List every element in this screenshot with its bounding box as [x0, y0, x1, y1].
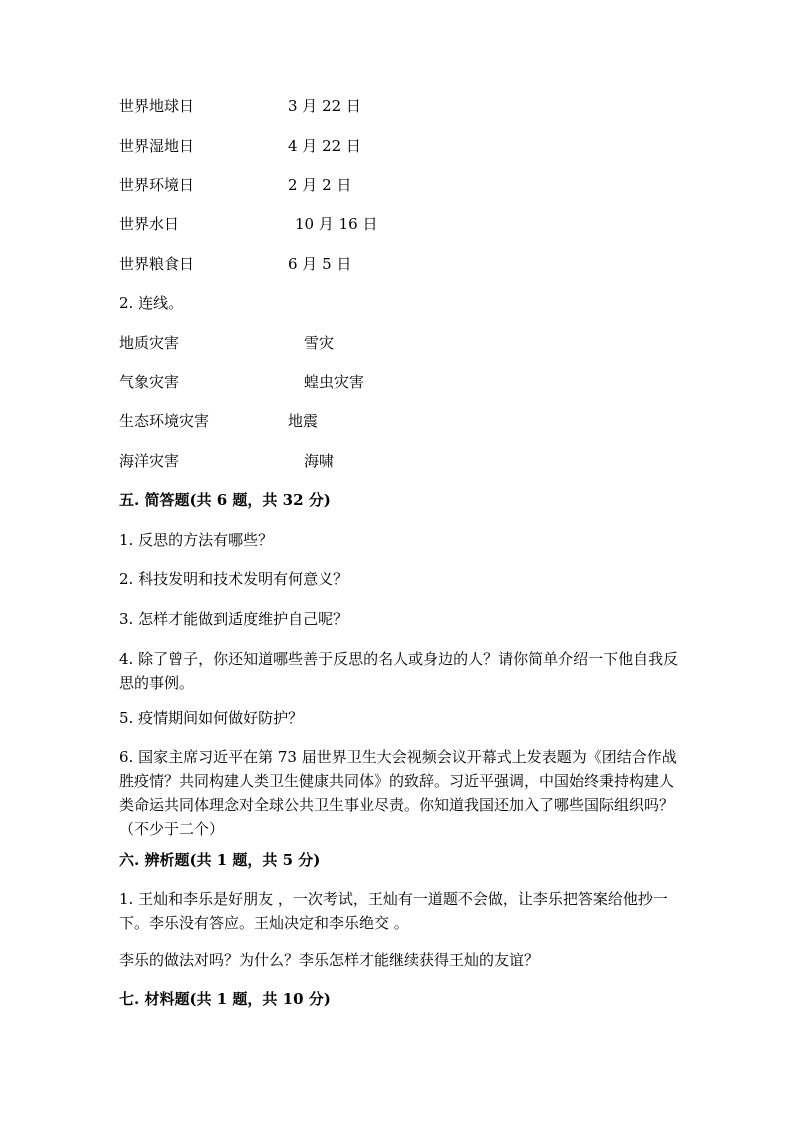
match1-left-4: 世界水日	[119, 215, 180, 233]
match1-right-4: 10 月 16 日	[295, 215, 378, 233]
section5-question-1: 1. 反思的方法有哪些？	[119, 531, 274, 549]
match2-right-3: 地震	[288, 412, 319, 430]
section5-question-5: 5. 疫情期间如何做好防护？	[119, 709, 304, 727]
match1-left-5: 世界粮食日	[119, 255, 195, 273]
match1-right-2: 4 月 22 日	[288, 137, 361, 155]
section5-question-6: 6. 国家主席习近平在第 73 届世界卫生大会视频会议开幕式上发表题为《团结合作战胜疫情？共同构建人类卫生健康共同体》的致辞。习近平强调，中国始终秉持构建人类命运共同体理念对全球公共卫生事业尽责。你知道我国还加入了哪些国际组织吗？（不少于二个）	[119, 748, 677, 838]
section6-question-1: 1. 王灿和李乐是好朋友 ，一次考试，王灿有一道题不会做，让李乐把答案给他抄一下。李乐没有答应。王灿决定和李乐绝交 。	[119, 890, 668, 932]
match2-right-2: 蝗虫灾害	[304, 373, 365, 391]
match1-right-5: 6 月 5 日	[288, 255, 352, 273]
match2-right-1: 雪灾	[304, 334, 335, 352]
match2-left-2: 气象灾害	[119, 373, 180, 391]
match1-right-3: 2 月 2 日	[288, 176, 352, 194]
section6-question-1-followup: 李乐的做法对吗？为什么？李乐怎样才能继续获得王灿的友谊？	[119, 951, 540, 969]
match2-right-4: 海啸	[304, 452, 335, 470]
section6-heading: 六. 辨析题(共 1 题，共 5 分)	[119, 851, 321, 869]
section5-question-2: 2. 科技发明和技术发明有何意义？	[119, 570, 349, 588]
q2-label: 2. 连线。	[119, 294, 184, 312]
section7-heading: 七. 材料题(共 1 题，共 10 分)	[119, 990, 331, 1008]
section5-heading: 五. 简答题(共 6 题，共 32 分)	[119, 491, 331, 509]
match1-right-1: 3 月 22 日	[288, 97, 361, 115]
match1-left-1: 世界地球日	[119, 97, 195, 115]
section5-question-4: 4. 除了曾子，你还知道哪些善于反思的名人或身边的人？请你简单介绍一下他自我反思的事例。	[119, 650, 679, 692]
match2-left-3: 生态环境灾害	[119, 412, 210, 430]
match2-left-4: 海洋灾害	[119, 452, 180, 470]
match1-left-2: 世界湿地日	[119, 137, 195, 155]
match2-left-1: 地质灾害	[119, 334, 180, 352]
section5-question-3: 3. 怎样才能做到适度维护自己呢？	[119, 610, 349, 628]
match1-left-3: 世界环境日	[119, 176, 195, 194]
